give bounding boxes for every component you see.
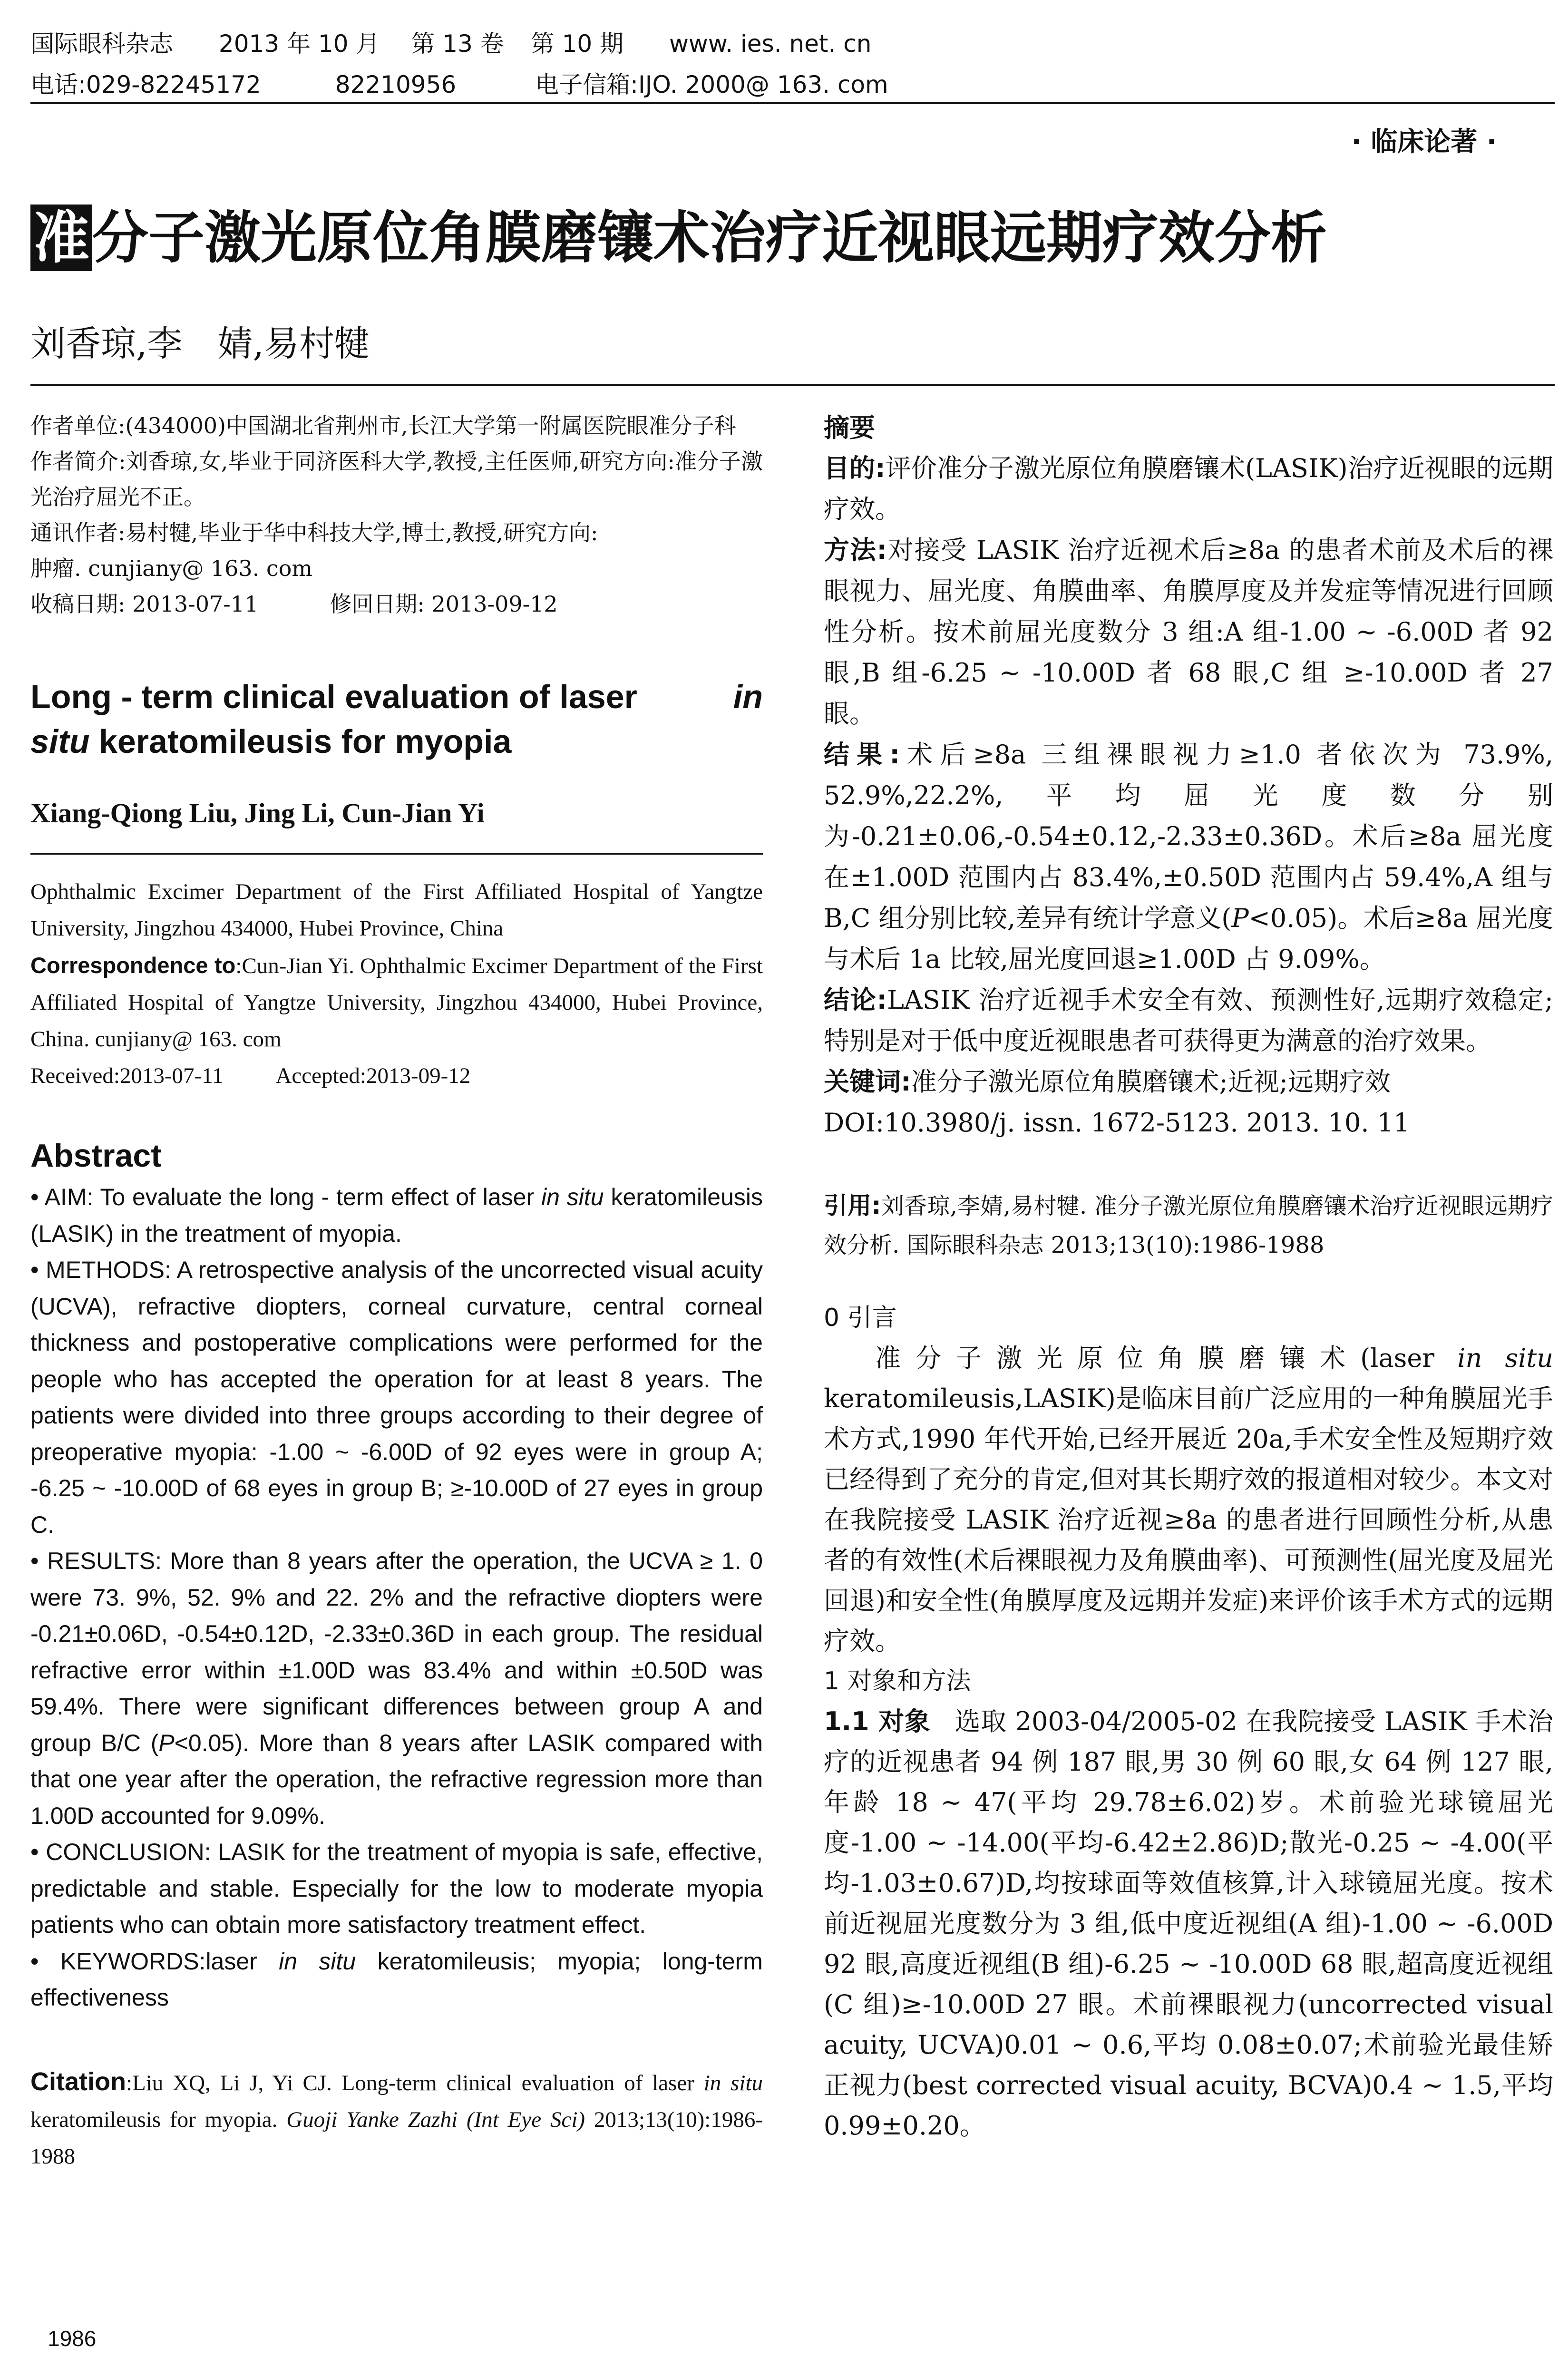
en-title: Long - term clinical evaluation of laser in situ keratomileusis for myopia [30,678,763,760]
cn-dates [30,586,763,622]
en-authors: Xiang-Qiong Liu, Jing Li, Cun-Jian Yi [30,798,485,828]
issue-year-month: 2013 年 10 月 [218,30,380,58]
left-column [30,408,763,2175]
title-block-rule [30,384,1555,386]
en-author-rule [30,853,763,855]
cn-abstract-doi[interactable]: DOI:10.3980/j. issn. 1672-5123. 2013. 10. 11 [824,1108,1410,1138]
methods-heading: 1 对象和方法 [824,1667,971,1695]
cn-revised-date: 修回日期: 2013-09-12 [330,591,558,617]
en-abstract-aim: • AIM: To evaluate the long - term effect of laser in situ keratomileusis (LASIK) in the treatment of myopia. [30,1184,763,1247]
running-header-line2 [30,66,888,100]
phone-number-1: 029-82245172 [86,71,261,98]
cn-author-meta [30,408,763,622]
cn-abstract-method: 方法:对接受 LASIK 治疗近视术后≥8a 的患者术前及术后的裸眼视力、屈光度、角膜曲率、角膜厚度及并发症等情况进行回顾性分析。按术前屈光度数分 3 组:A 组-1.00 ~ -6.00D 者 92 眼,B 组-6.25 ~ -10.00D 者 68 眼,C 组 ≥-10.00D 者 27 眼。 [824,535,1553,729]
en-abstract-heading: Abstract [30,1138,162,1174]
authors-cn: 刘香琼,李 婧,易村犍 [30,323,370,364]
cn-citation: 引用:刘香琼,李婧,易村犍. 准分子激光原位角膜磨镶术治疗近视眼远期疗效分析. 国际眼科杂志 2013;13(10):1986-1988 [824,1192,1553,1258]
issue-volume: 第 13 卷 [411,30,504,58]
cn-abstract-keywords: 关键词:准分子激光原位角膜磨镶术;近视;远期疗效 [824,1067,1391,1097]
en-abstract-results: • RESULTS: More than 8 years after the operation, the UCVA ≥ 1. 0 were 73. 9%, 52. 9% and 22. 2% and the refractive diopters were -0.21±0.06D, -0.54±0.12D, -2.33±0.36D in each group. The residual refractive error within ±1.00D was 83.4% and within ±0.50D was 59.4%. There were significant differences between group A and group B/C (P<0.05). More than 8 years after LASIK compared with that one year after the operation, the refractive regression more than 1.00D accounted for 9.09%. [30,1548,763,1829]
cn-received-date: 收稿日期: 2013-07-11 [30,591,259,617]
title-initial-char: 准 [30,205,92,271]
en-citation: Citation:Liu XQ, Li J, Yi CJ. Long-term clinical evaluation of laser in situ keratomileusis for myopia. Guoji Yanke Zazhi (Int Eye Sci) 2013;13(10):1986-1988 [30,2067,763,2169]
article-title [30,205,1327,271]
running-header-line1 [30,25,871,59]
page-number: 1986 [48,2326,97,2351]
cn-abstract-result: 结果:术后≥8a 三组裸眼视力≥1.0 者依次为 73.9%, 52.9%,22.2%,平均屈光度数分别为-0.21±0.06,-0.54±0.12,-2.33±0.36D。术后≥8a 屈光度在±1.00D 范围内占 83.4%,±0.50D 范围内占 59.4%,A 组与 B,C 组分别比较,差异有统计学意义(P<0.05)。术后≥8a 屈光度与术后 1a 比较,屈光度回退≥1.00D 占 9.09%。 [824,740,1554,974]
email-label: 电子信箱: [535,71,638,98]
intro-heading: 0 引言 [824,1304,897,1332]
cn-abstract-body [824,448,1553,1143]
cn-abstract-purpose: 目的:评价准分子激光原位角膜磨镶术(LASIK)治疗近视眼的远期疗效。 [824,453,1553,524]
en-correspondence: Correspondence to:Cun-Jian Yi. Ophthalmic Excimer Department of the First Affiliated Hospital of Yangtze University, Jingzhou 434000, Hubei Province, China. cunjiany@ 163. com [30,953,763,1052]
intro-paragraph: 准分子激光原位角膜磨镶术(laser in situ keratomileusis,LASIK)是临床目前广泛应用的一种角膜屈光手术方式,1990 年代开始,已经开展近 20a,手术安全性及短期疗效已经得到了充分的肯定,但对其长期疗效的报道相对较少。本文对在我院接受 LASIK 治疗近视≥8a 的患者进行回顾性分析,从患者的有效性(术后裸眼视力及角膜曲率)、可预测性(屈光度及屈光回退)和安全性(角膜厚度及远期并发症)来评价该手术方式的远期疗效。 [824,1343,1553,1656]
methods-subjects-label: 1.1 对象 [824,1706,931,1736]
en-affiliation-block [30,874,763,1094]
en-abstract-conclusion: • CONCLUSION: LASIK for the treatment of myopia is safe, effective, predictable and stable. Especially for the low to moderate myopia patients who can obtain more satisfactory treatment effect. [30,1839,763,1938]
header-rule [30,102,1555,104]
cn-abstract-conclusion: 结论:LASIK 治疗近视手术安全有效、预测性好,远期疗效稳定;特别是对于低中度近视眼患者可获得更为满意的治疗效果。 [824,985,1553,1056]
phone-label: 电话: [30,71,86,98]
section-tag: · 临床论著 · [1351,127,1497,157]
cn-author-bio: 作者简介:刘香琼,女,毕业于同济医科大学,教授,主任医师,研究方向:准分子激光治疗屈光不正。 [30,448,763,510]
en-dates: Received:2013-07-11 Accepted:2013-09-12 [30,1063,471,1088]
journal-email[interactable]: IJO. 2000@ 163. com [638,71,888,98]
issue-number: 第 10 期 [530,30,624,58]
en-abstract-body [30,1179,763,2016]
phone-number-2: 82210956 [335,71,457,98]
en-abstract-keywords: • KEYWORDS:laser in situ keratomileusis; myopia; long-term effectiveness [30,1948,763,2011]
cn-affiliation: 作者单位:(434000)中国湖北省荆州市,长江大学第一附属医院眼准分子科 [30,413,736,438]
cn-correspondence: 通讯作者:易村犍,毕业于华中科技大学,博士,教授,研究方向: 肿瘤. cunjiany@ 163. com [30,520,598,581]
right-column [824,408,1553,2146]
journal-website[interactable]: www. ies. net. cn [669,30,872,58]
cn-abstract-heading: 摘要 [824,413,875,443]
journal-name: 国际眼科杂志 [30,30,173,58]
methods-subjects-paragraph: 1.1 对象 选取 2003-04/2005-02 在我院接受 LASIK 手术治疗的近视患者 94 例 187 眼,男 30 例 60 眼,女 64 例 127 眼,年龄 18 ~ 47(平均 29.78±6.02)岁。术前验光球镜屈光度-1.00 ~ -14.00(平均-6.42±2.86)D;散光-0.25 ~ -4.00(平均-1.03±0.67)D,均按球面等效值核算,计入球镜屈光度。按术前近视屈光度数分为 3 组,低中度近视组(A 组)-1.00 ~ -6.00D 92 眼,高度近视组(B 组)-6.25 ~ -10.00D 68 眼,超高度近视组(C 组)≥-10.00D 27 眼。术前裸眼视力(uncorrected visual acuity, UCVA)0.01 ~ 0.6,平均 0.08±0.07;术前验光最佳矫正视力(best corrected visual acuity, BCVA)0.4 ~ 1.5,平均 0.99±0.20。 [824,1706,1553,2141]
title-rest: 分子激光原位角膜磨镶术治疗近视眼远期疗效分析 [92,205,1327,271]
en-affiliation: Ophthalmic Excimer Department of the First Affiliated Hospital of Yangtze University, Jingzhou 434000, Hubei Province, China [30,879,763,941]
en-abstract-methods: • METHODS: A retrospective analysis of the uncorrected visual acuity (UCVA), refractive diopters, corneal curvature, central corneal thickness and postoperative complications were performed for the people who has accepted the operation for at least 8 years. The patients were divided into three groups according to their degree of preoperative myopia: -1.00 ~ -6.00D of 92 eyes were in group A; -6.25 ~ -10.00D of 68 eyes in group B; ≥-10.00D of 27 eyes in group C. [30,1257,763,1538]
